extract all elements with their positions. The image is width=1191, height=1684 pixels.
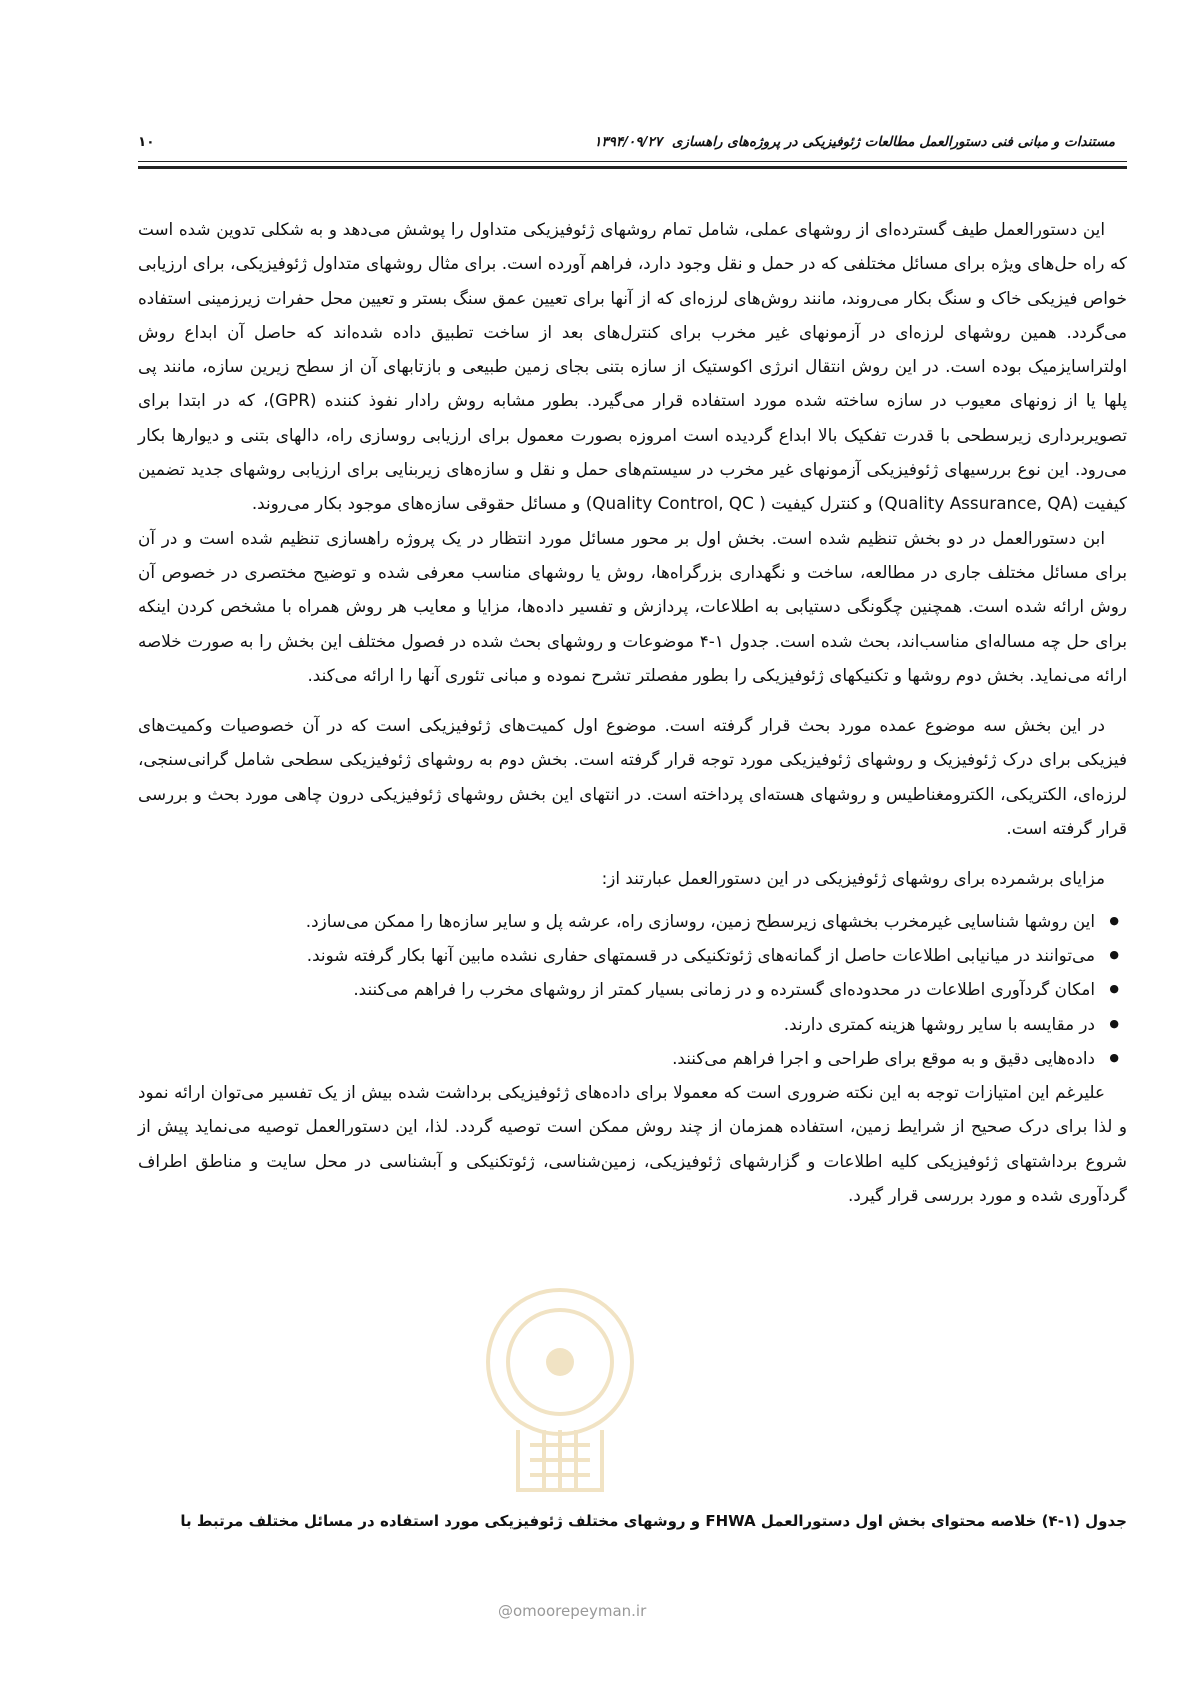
- list-item: ● می‌توانند در میانیابی اطلاعات حاصل از گمانه‌های ژئوتکنیکی در قسمتهای حفاری نشده مابین آنها بکار گرفته شوند.: [138, 938, 1095, 972]
- paragraph-closing: علیرغم این امتیازات توجه به این نکته ضروری است که معمولا برای داده‌های ژئوفیزیکی برداشت شده بیش از یک تفسیر می‌توان ارائه نمود و لذا برای درک صحیح از شرایط زمین، استفاده همزمان از چند روش ممکن است توصیه گردد. لذا، این دستورالعمل توصیه می‌نماید پیش از شروع برداشتهای ژئوفیزیکی کلیه اطلاعات و گزارشهای ژئوفیزیکی، زمین‌شناسی، ژئوتکنیکی و آبشناسی در محل سایت و مناطق اطراف گردآوری شده و مورد بررسی قرار گیرد.: [138, 1082, 1127, 1206]
- running-header: [138, 128, 1127, 156]
- header-rule-thick: [138, 166, 1127, 169]
- page-number: ۱۰: [138, 134, 155, 150]
- paragraph-topics: در این بخش سه موضوع عمده مورد بحث قرار گرفته است. موضوع اول کمیت‌های ژئوفیزیکی است که در آن خصوصیات وکمیت‌های فیزیکی برای درک ژئوفیزیک و روشهای ژئوفیزیکی مورد توجه قرار گرفته است. بخش دوم به روشهای ژئوفیزیکی سطحی شامل گرانی‌سنجی، لرزه‌ای، الکتریکی، الکترومغناطیس و روشهای هسته‌ای پرداخته است. در انتهای این بخش روشهای ژئوفیزیکی درون چاهی مورد بحث و بررسی قرار گرفته است.: [138, 715, 1127, 839]
- header-date: ۱۳۹۴/۰۹/۲۷: [594, 134, 662, 150]
- paragraph-intro: این دستورالعمل طیف گسترده‌ای از روشهای عملی، شامل تمام روشهای ژئوفیزیکی متداول را پوشش می‌دهد و به شکلی تدوین شده است که راه حل‌های ویژه برای مسائل مختلفی که در حمل و نقل وجود دارد، فراهم آورده است. برای مثال روشهای متداول ژئوفیزیکی، برای ارزیابی خواص فیزیکی خاک و سنگ بکار می‌روند، مانند روش‌های لرزه‌ای که از آنها برای تعیین عمق سنگ بستر و تعیین محل حفرات زیرزمینی استفاده می‌گردد. همین روشهای لرزه‌ای در آزمونهای غیر مخرب برای کنترل‌های بعد از ساخت تطبیق داده شده‌اند که حاصل آن ابداع روش اولتراسایزمیک بوده است. در این روش انتقال انرژی اکوستیک از سازه بتنی بجای زمین طبیعی و بازتابهای آن از سطح زیرین سازه، مانند پی پلها یا از زونهای معیوب در سازه ساخته شده مورد استفاده قرار می‌گیرد. بطور مشابه روش رادار نفوذ کننده (GPR)، که در ابتدا برای تصویربرداری زیرسطحی با قدرت تفکیک بالا ابداع گردیده است امروزه بصورت معمول برای ارزیابی روسازی راه، دالهای بتنی و دیوارها بکار می‌رود. این نوع بررسیهای ژئوفیزیکی آزمونهای غیر مخرب در سیستم‌های حمل و نقل و سازه‌های زیربنایی برای ارزیابی روشهای جدید تضمین کیفیت (Quality Assurance, QA) و کنترل کیفیت ( Quality Control, QC) و مسائل حقوقی سازه‌های موجود بکار می‌روند.: [138, 219, 1127, 514]
- advantages-list: [138, 904, 1127, 1075]
- watermark-site: @omoorepeyman.ir: [498, 1602, 647, 1620]
- list-item: ● این روشها شناسایی غیرمخرب بخشهای زیرسطح زمین، روسازی راه، عرشه پل و سایر سازه‌ها را ممکن می‌سازد.: [138, 904, 1095, 938]
- paragraph-structure: ابن دستورالعمل در دو بخش تنظیم شده است. بخش اول بر محور مسائل مورد انتظار در یک پروژه راهسازی تنظیم شده است و در آن برای مسائل مختلف جاری در مطالعه، ساخت و نگهداری بزرگراه‌ها، روش یا روشهای مناسب معرفی شده و توضیح مختصری در خصوص آن روش ارائه شده است. همچنین چگونگی دستیابی به اطلاعات، پردازش و تفسیر داده‌ها، مزایا و معایب هر روش همراه با مشخص کردن اینکه برای حل چه مساله‌ای مناسب‌اند، بحث شده است. جدول ۱-۴ موضوعات و روشهای بحث شده در فصول مختلف این بخش را به صورت خلاصه ارائه می‌نماید. بخش دوم روشها و تکنیکهای ژئوفیزیکی را بطور مفصلتر تشرح نموده و مبانی تئوری آنها را ارائه می‌کند.: [138, 527, 1127, 685]
- table-caption: جدول (۱-۴) خلاصه محتوای بخش اول دستورالعمل FHWA و روشهای مختلف ژئوفیزیکی مورد استفاده در مسائل مختلف مرتبط با: [180, 1512, 1127, 1530]
- header-title: مستندات و مبانی فنی دستورالعمل مطالعات ژئوفیزیکی در پروژه‌های راهسازی: [671, 134, 1115, 150]
- paragraph-advantages-intro: مزایای برشمرده برای روشهای ژئوفیزیکی در این دستورالعمل عبارتند از:: [601, 868, 1105, 889]
- body-text: [138, 212, 1127, 1212]
- watermark-emblem: [478, 1280, 643, 1505]
- header-rule-thin: [138, 161, 1127, 162]
- list-item: ● امکان گردآوری اطلاعات در محدوده‌ای گسترده و در زمانی بسیار کمتر از روشهای مخرب را فراهم می‌کنند.: [138, 972, 1095, 1006]
- list-item: ● در مقایسه با سایر روشها هزینه کمتری دارند.: [138, 1007, 1095, 1041]
- list-item: ● داده‌هایی دقیق و به موقع برای طراحی و اجرا فراهم می‌کنند.: [138, 1041, 1095, 1075]
